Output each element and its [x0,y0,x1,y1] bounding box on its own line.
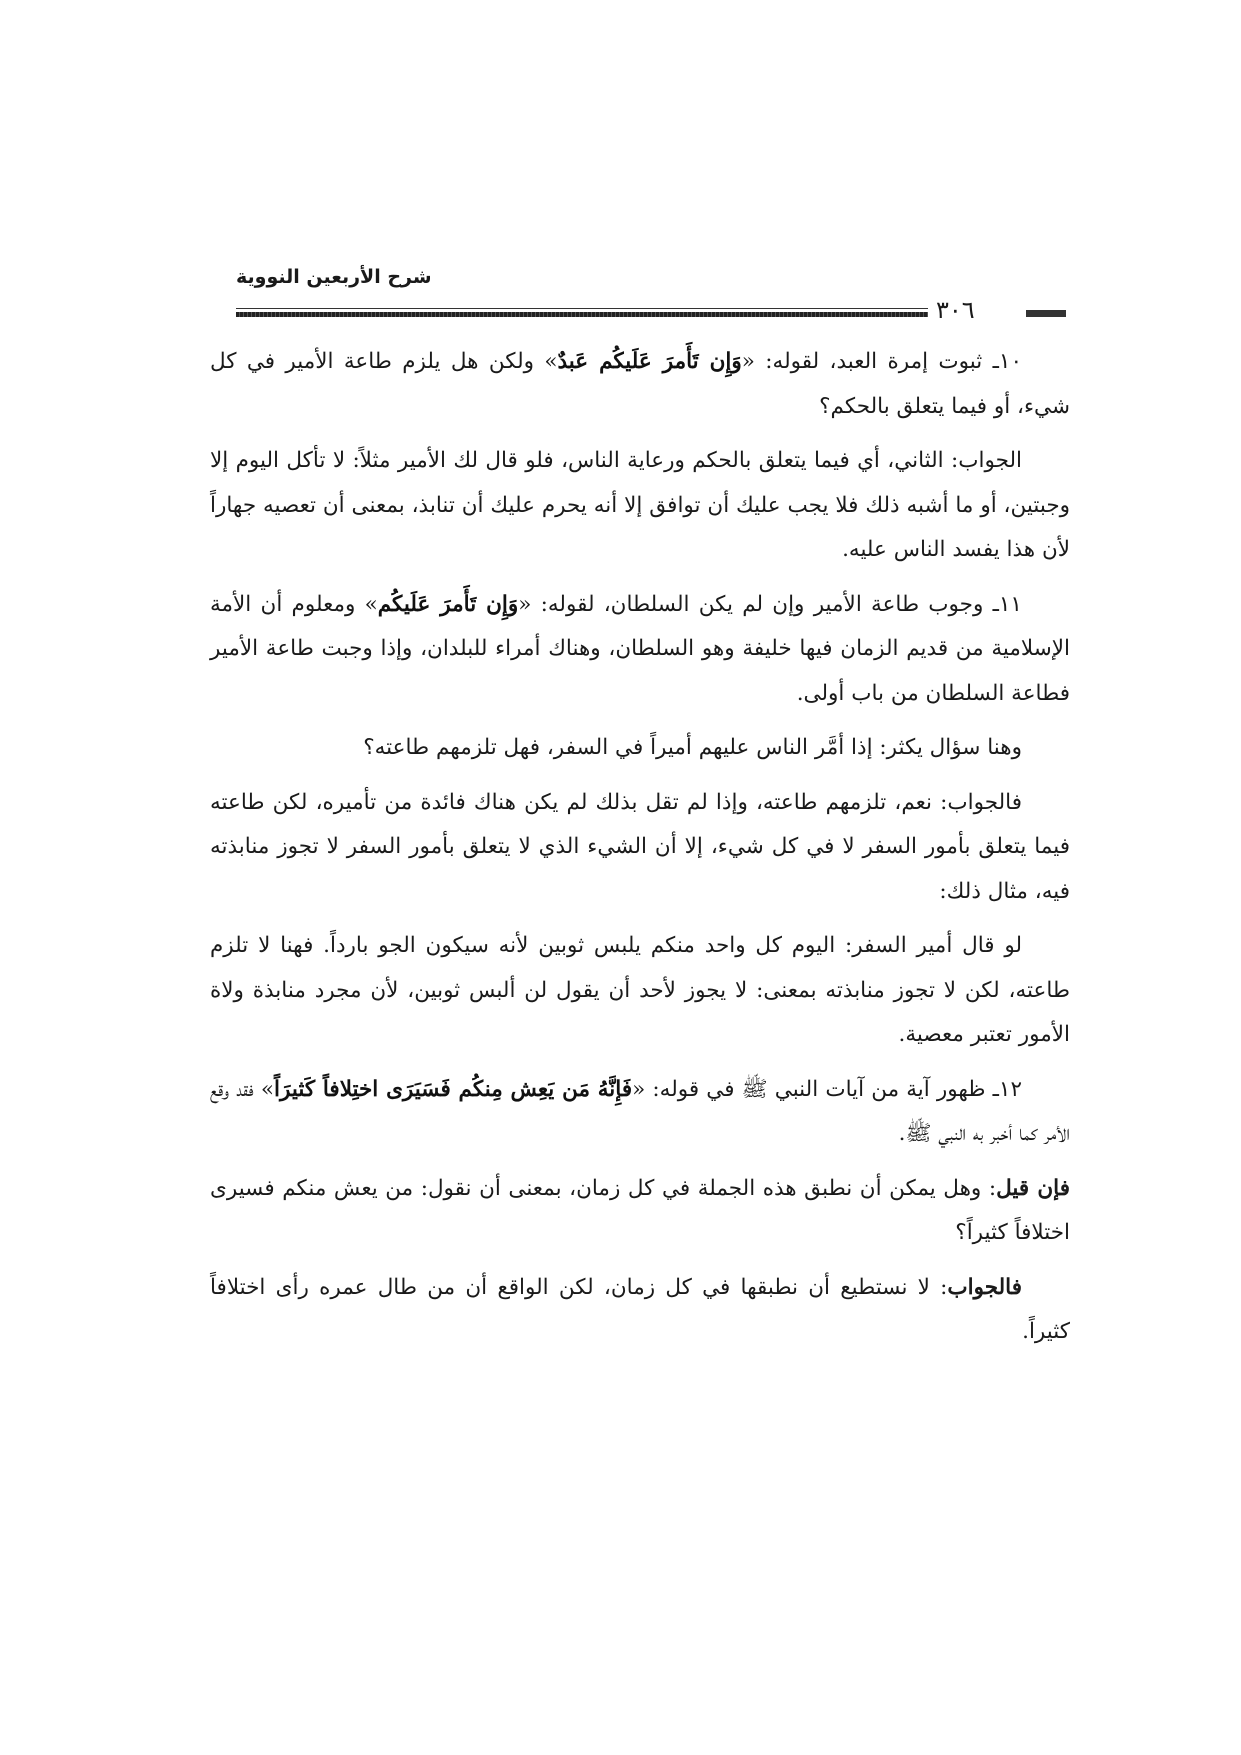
text-run: وهنا سؤال يكثر: إذا أمَّر الناس عليهم أميراً في السفر، فهل تلزمهم طاعته؟ [363,735,1022,760]
text-run: » ولكن هل يلزم طاعة الأمير في كل شيء، أو فيما يتعلق بالحكم؟ [210,349,1070,419]
text-run: ١٠ـ ثبوت إمرة العبد، لقوله: « [741,349,1023,374]
text-run: لو قال أمير السفر: اليوم كل واحد منكم يلبس ثوبين لأنه سيكون الجو بارداً. فهنا لا تلزم طاعته، لكن لا تجوز منابذته بمعنى: لا يجوز لأحد أن يقول لن ألبس ثوبين، لأن مجرد منابذة ولاة الأمور تعتبر معصية. [210,933,1070,1047]
lead-phrase: فإن قيل [996,1175,1070,1201]
lead-phrase: فالجواب [947,1274,1022,1300]
text-run: الجواب: الثاني، أي فيما يتعلق بالحكم ورعاية الناس، فلو قال لك الأمير مثلاً: لا تأكل اليوم إلا وجبتين، أو ما أشبه ذلك فلا يجب عليك أن توافق إلا أنه يحرم عليك أن تنابذ، بمعنى أن تعصيه جهاراً لأن هذا يفسد الناس عليه. [210,448,1070,562]
quran-quote: فَإِنَّهُ مَن يَعِش مِنكُم فَسَيَرَى اختِلافاً كَثيرَاً [274,1076,633,1102]
header-rule-right [1026,310,1066,317]
paragraph [210,726,1070,771]
paragraph [210,583,1070,717]
header-rule-thin [236,308,928,309]
text-run: ١١ـ وجوب طاعة الأمير وإن لم يكن السلطان، لقوله: « [518,591,1022,617]
body-text [210,340,1070,1365]
text-run: » فقد وقع الأمر كما أخبر به النبي ﷺ. [210,1076,1070,1146]
quran-quote: وَإِن تَأَمرَ عَلَيكُم [377,591,519,617]
text-run: فالجواب: نعم، تلزمهم طاعته، وإذا لم تقل بذلك لم يكن هناك فائدة من تأميره، لكن طاعته فيما يتعلق بأمور السفر لا في كل شيء، إلا أن الشيء الذي لا يتعلق بأمور السفر لا تجوز منابذته فيه، مثال ذلك: [210,789,1070,904]
text-run: : وهل يمكن أن نطبق هذه الجملة في كل زمان، بمعنى أن نقول: من يعش منكم فسيرى اختلافاً كثيراً؟ [210,1175,1070,1245]
paragraph [210,439,1070,573]
paragraph [210,781,1070,915]
paragraph [210,924,1070,1058]
paragraph [210,1167,1070,1256]
text-run: » ومعلوم أن الأمة الإسلامية من قديم الزمان فيها خليفة وهو السلطان، وهناك أمراء للبلدان، وإذا وجبت طاعة الأمير فطاعة السلطان من باب أولى. [210,591,1070,706]
header-rule [236,312,928,317]
paragraph [210,1266,1070,1355]
running-header [236,266,1066,326]
quran-quote: وَإِن تَأَمرَ عَلَيكُم عَبدٌ [557,349,742,374]
paragraph [210,340,1070,429]
paragraph [210,1068,1070,1157]
text-run: : لا نستطيع أن نطبقها في كل زمان، لكن الواقع أن من طال عمره رأى اختلافاً كثيراً. [210,1274,1070,1344]
book-title: شرح الأربعين النووية [236,266,432,288]
text-run: ١٢ـ ظهور آية من آيات النبي ﷺ في قوله: « [632,1076,1022,1102]
page-number: ٣٠٦ [936,296,975,324]
